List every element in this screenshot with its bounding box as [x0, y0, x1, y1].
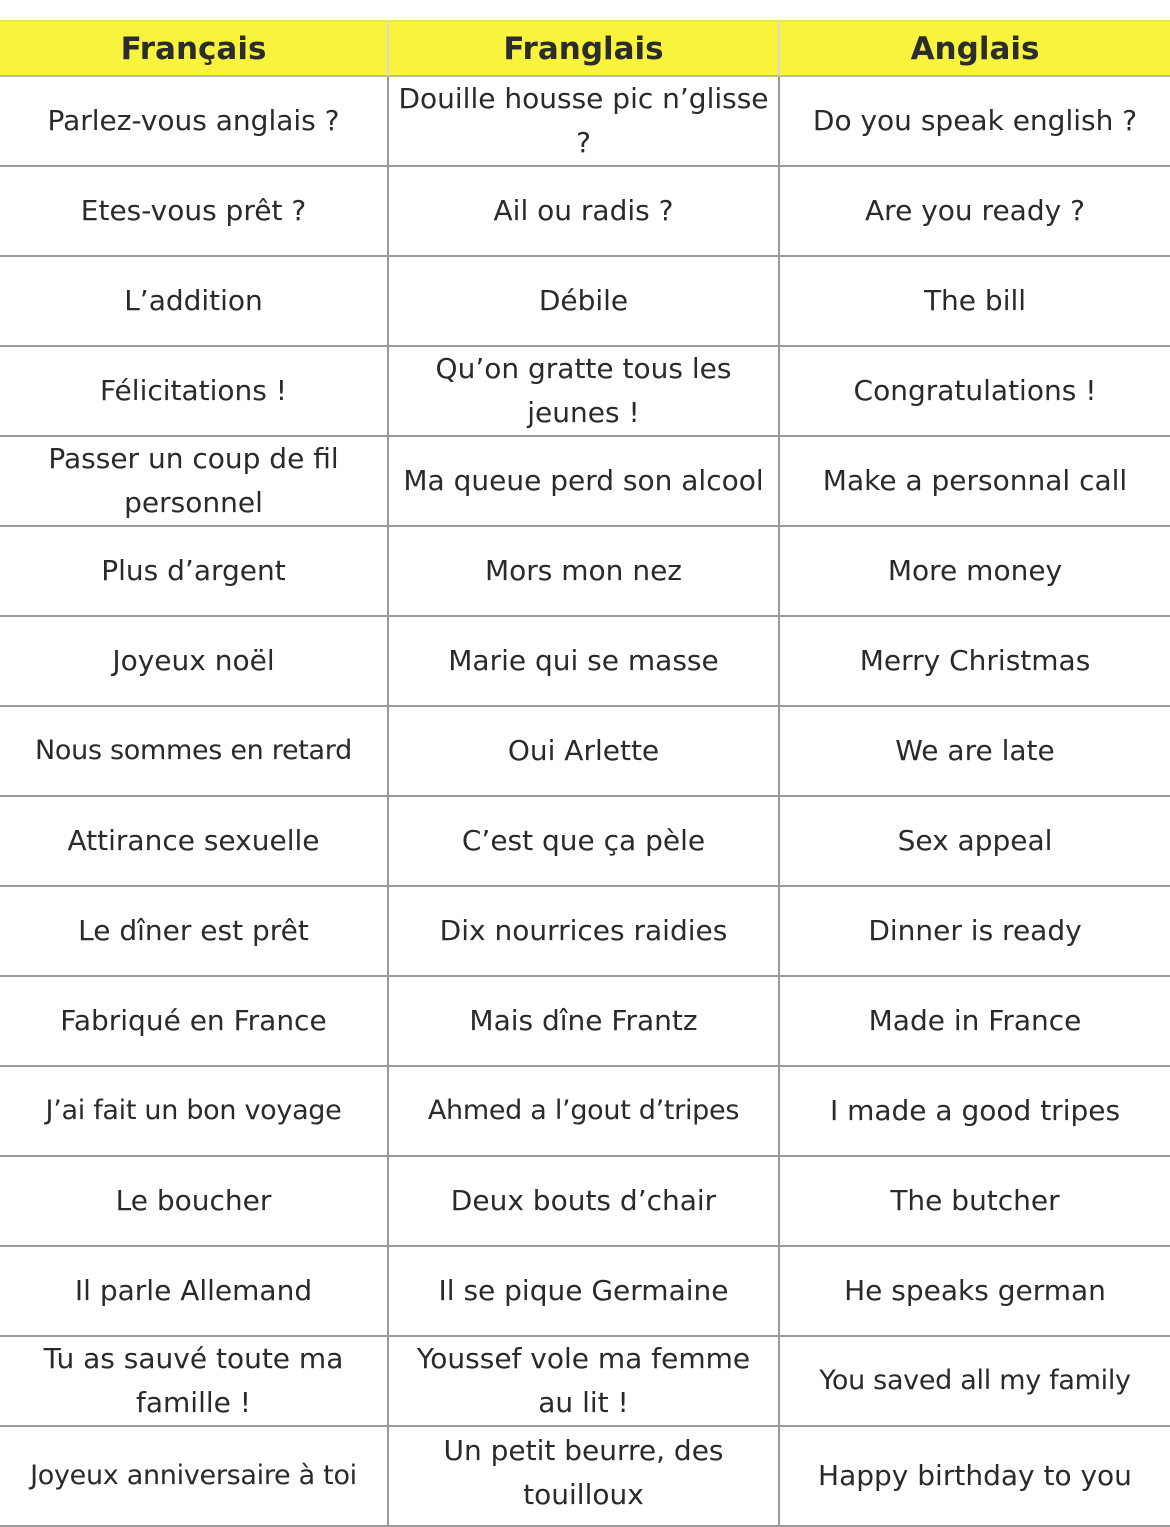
column-header-anglais: Anglais: [779, 21, 1170, 76]
cell-anglais: More money: [779, 526, 1170, 616]
cell-franglais: Dix nourrices raidies: [388, 886, 779, 976]
cell-francais: Il parle Allemand: [0, 1246, 388, 1336]
cell-francais: Joyeux noël: [0, 616, 388, 706]
cell-anglais: Made in France: [779, 976, 1170, 1066]
cell-francais: Fabriqué en France: [0, 976, 388, 1066]
cell-franglais: C’est que ça pèle: [388, 796, 779, 886]
cell-francais: Le boucher: [0, 1156, 388, 1246]
cell-anglais: We are late: [779, 706, 1170, 796]
table-row: [0, 1336, 1170, 1426]
cell-anglais: Merry Christmas: [779, 616, 1170, 706]
header-row: [0, 21, 1170, 76]
cell-francais: J’ai fait un bon voyage: [0, 1066, 388, 1156]
table-row: [0, 796, 1170, 886]
table-row: [0, 166, 1170, 256]
cell-francais: Attirance sexuelle: [0, 796, 388, 886]
cell-franglais: Deux bouts d’chair: [388, 1156, 779, 1246]
table-row: [0, 1246, 1170, 1336]
cell-anglais: You saved all my family: [779, 1336, 1170, 1426]
table-row: [0, 1426, 1170, 1526]
table-row: [0, 886, 1170, 976]
table-row: [0, 976, 1170, 1066]
table-row: [0, 1066, 1170, 1156]
table-row: [0, 706, 1170, 796]
table-row: [0, 616, 1170, 706]
cell-anglais: Sex appeal: [779, 796, 1170, 886]
cell-franglais: Douille housse pic n’glisse ?: [388, 76, 779, 166]
cell-anglais: Dinner is ready: [779, 886, 1170, 976]
cell-anglais: Happy birthday to you: [779, 1426, 1170, 1526]
table-row: [0, 1156, 1170, 1246]
cell-franglais: Mors mon nez: [388, 526, 779, 616]
cell-franglais: Marie qui se masse: [388, 616, 779, 706]
table-row: [0, 76, 1170, 166]
cell-anglais: The butcher: [779, 1156, 1170, 1246]
table-row: [0, 346, 1170, 436]
cell-franglais: Oui Arlette: [388, 706, 779, 796]
cell-francais: Plus d’argent: [0, 526, 388, 616]
cell-franglais: Il se pique Germaine: [388, 1246, 779, 1336]
cell-anglais: Do you speak english ?: [779, 76, 1170, 166]
cell-francais: Félicitations !: [0, 346, 388, 436]
cell-francais: Nous sommes en retard: [0, 706, 388, 796]
cell-anglais: He speaks german: [779, 1246, 1170, 1336]
column-header-francais: Français: [0, 21, 388, 76]
cell-anglais: I made a good tripes: [779, 1066, 1170, 1156]
cell-franglais: Un petit beurre, des touilloux: [388, 1426, 779, 1526]
cell-franglais: Ahmed a l’gout d’tripes: [388, 1066, 779, 1156]
cell-franglais: Débile: [388, 256, 779, 346]
table-row: [0, 526, 1170, 616]
column-header-franglais: Franglais: [388, 21, 779, 76]
cell-franglais: Youssef vole ma femme au lit !: [388, 1336, 779, 1426]
cell-franglais: Mais dîne Frantz: [388, 976, 779, 1066]
cell-franglais: Ail ou radis ?: [388, 166, 779, 256]
cell-francais: L’addition: [0, 256, 388, 346]
cell-francais: Tu as sauvé toute ma famille !: [0, 1336, 388, 1426]
cell-francais: Etes-vous prêt ?: [0, 166, 388, 256]
table-row: [0, 256, 1170, 346]
cell-anglais: Congratulations !: [779, 346, 1170, 436]
cell-francais: Le dîner est prêt: [0, 886, 388, 976]
cell-francais: Parlez-vous anglais ?: [0, 76, 388, 166]
franglais-table: [0, 20, 1170, 1527]
cell-francais: Joyeux anniversaire à toi: [0, 1426, 388, 1526]
cell-franglais: Qu’on gratte tous les jeunes !: [388, 346, 779, 436]
cell-anglais: Make a personnal call: [779, 436, 1170, 526]
translation-table-sheet: [0, 20, 1170, 1511]
cell-francais: Passer un coup de fil personnel: [0, 436, 388, 526]
table-row: [0, 436, 1170, 526]
cell-franglais: Ma queue perd son alcool: [388, 436, 779, 526]
cell-anglais: Are you ready ?: [779, 166, 1170, 256]
cell-anglais: The bill: [779, 256, 1170, 346]
